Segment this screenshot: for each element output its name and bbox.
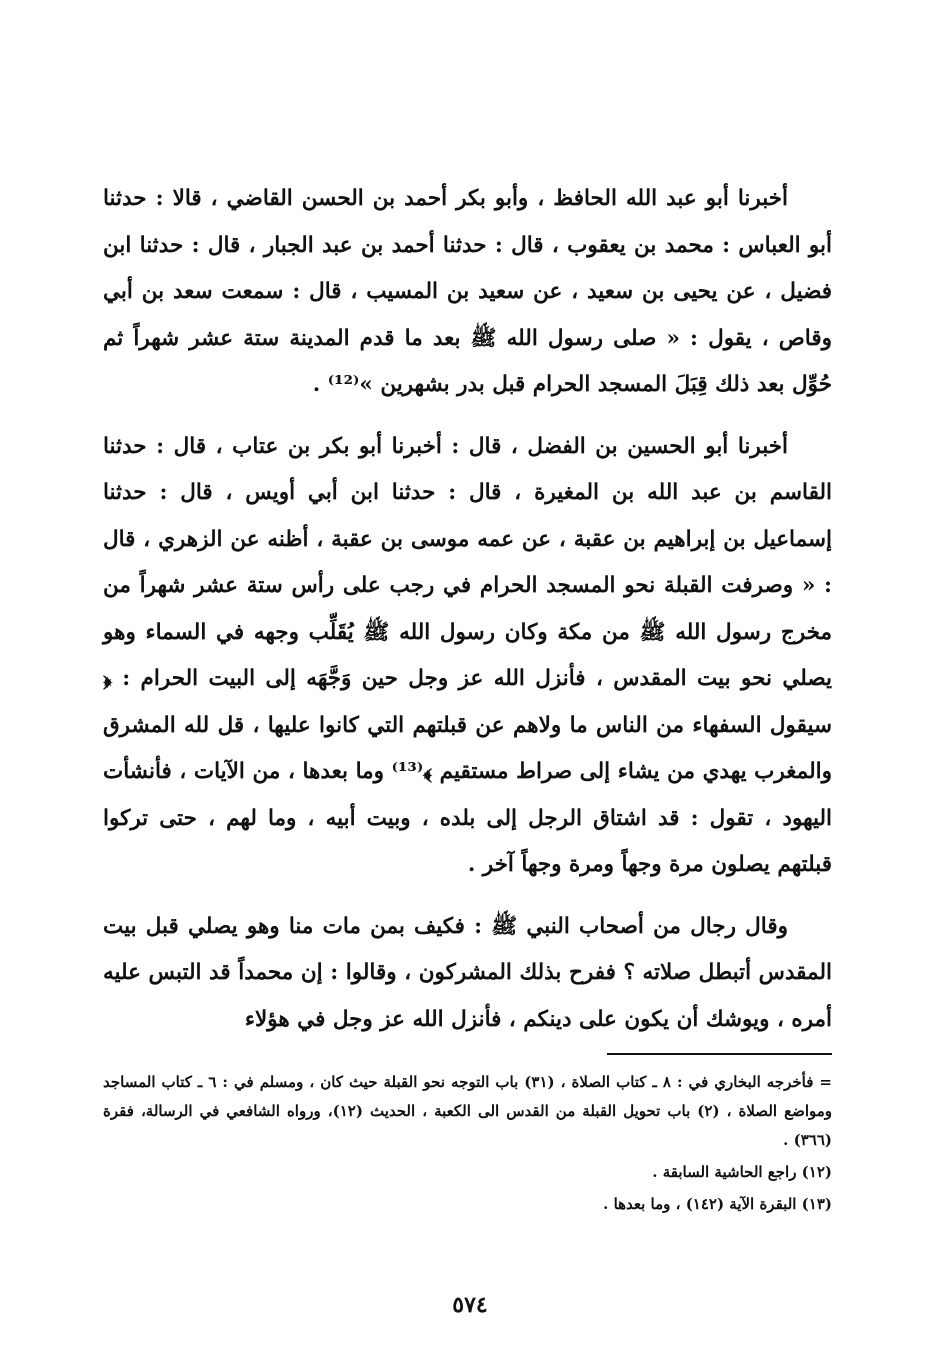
paragraph-hadith-3: وقال رجال من أصحاب النبي ﷺ : فكيف بمن مات منا وهو يصلي قبل بيت المقدس أتبطل صلاته ؟ ففرح بذلك المشركون ، وقالوا : إن محمداً قد التبس عليه أمره ، ويوشك أن يكون على دينكم ، فأنزل الله عز وجل في هؤلاء [103, 913, 832, 1032]
footnote-12: (١٢) راجع الحاشية السابقة . [652, 1163, 832, 1181]
footnote-divider [607, 1053, 832, 1055]
footnote-13: (١٣) البقرة الآية (١٤٢) ، وما بعدها . [603, 1195, 832, 1213]
footnotes [103, 1068, 832, 1222]
paragraph-hadith-1: أخبرنا أبو عبد الله الحافظ ، وأبو بكر أحمد بن الحسن القاضي ، قالا : حدثنا أبو العباس : محمد بن يعقوب ، قال : حدثنا أحمد بن عبد الجبار ، قال : حدثنا ابن فضيل ، عن يحيى بن سعيد ، عن سعيد بن المسيب ، قال : سمعت سعد بن أبي وقاص ، يقول : « صلى رسول الله ﷺ بعد ما قدم المدينة ستة عشر شهراً ثم حُوِّل بعد ذلك قِبَلَ المسجد الحرام قبل بدر بشهرين »⁽¹²⁾ . [103, 186, 832, 397]
page-number: ٥٧٤ [452, 1292, 488, 1318]
main-text [103, 176, 832, 1058]
footnote-continued: = فأخرجه البخاري في : ٨ ـ كتاب الصلاة ، (٣١) باب التوجه نحو القبلة حيث كان ، ومسلم في : ٦ ـ كتاب المساجد ومواضع الصلاة ، (٢) باب تحويل القبلة من القدس الى الكعبة ، الحديث (١٢)، ورواه الشافعي في الرسالة، فقرة (٣٦٦) . [103, 1073, 833, 1149]
paragraph-hadith-2: أخبرنا أبو الحسين بن الفضل ، قال : أخبرنا أبو بكر بن عتاب ، قال : حدثنا القاسم بن عبد الله بن المغيرة ، قال : حدثنا ابن أبي أويس ، قال : حدثنا إسماعيل بن إبراهيم بن عقبة ، عن عمه موسى بن عقبة ، أظنه عن الزهري ، قال : « وصرفت القبلة نحو المسجد الحرام في رجب على رأس ستة عشر شهراً من مخرج رسول الله ﷺ من مكة وكان رسول الله ﷺ يُقَلِّب وجهه في السماء وهو يصلي نحو بيت المقدس ، فأنزل الله عز وجل حين وَجَّهَه إلى البيت الحرام : ﴿ سيقول السفهاء من الناس ما ولاهم عن قبلتهم التي كانوا عليها ، قل لله المشرق والمغرب يهدي من يشاء إلى صراط مستقيم ﴾⁽¹³⁾ وما بعدها ، من الآيات ، فأنشأت اليهود ، تقول : قد اشتاق الرجل إلى بلده ، وبيت أبيه ، وما لهم ، حتى تركوا قبلتهم يصلون مرة وجهاً ومرة وجهاً آخر . [103, 433, 832, 877]
